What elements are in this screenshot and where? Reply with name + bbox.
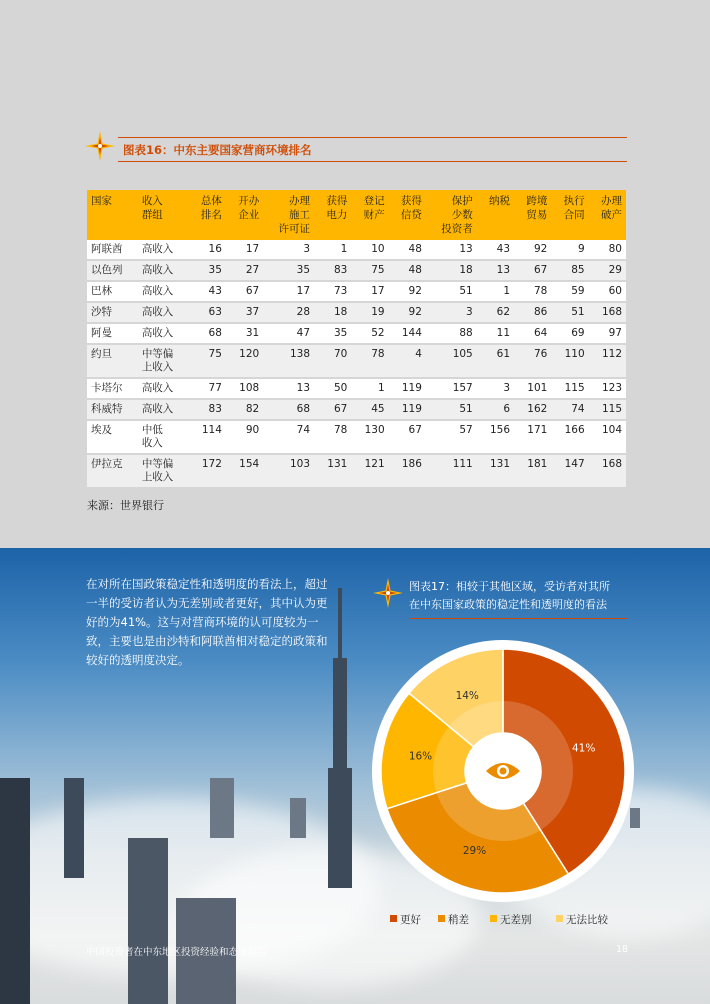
income-line: 中等偏 (141, 458, 174, 470)
rank-cell: 108 (226, 378, 263, 399)
source-note: 来源：世界银行 (87, 499, 164, 512)
rank-cell: 13 (263, 378, 314, 399)
rank-cell: 83 (314, 260, 351, 281)
country-cell: 科威特 (87, 399, 138, 420)
country-cell: 埃及 (87, 420, 138, 454)
rank-cell: 92 (389, 281, 426, 302)
column-header-line: 群组 (141, 209, 163, 221)
pie-data-label: 41% (571, 742, 596, 755)
income-line: 上收入 (141, 361, 174, 373)
rank-cell: 63 (189, 302, 226, 323)
income-cell (138, 420, 189, 454)
rank-cell: 119 (389, 378, 426, 399)
rank-cell: 18 (426, 260, 477, 281)
rank-cell: 6 (477, 399, 514, 420)
country-cell: 阿曼 (87, 323, 138, 344)
rank-cell: 168 (589, 454, 626, 488)
income-cell (138, 240, 189, 260)
rank-cell: 28 (263, 302, 314, 323)
rank-cell: 90 (226, 420, 263, 454)
footer-text: 中国投资者在中东地区投资经验和态度报告 (86, 947, 267, 958)
rank-cell: 4 (389, 344, 426, 378)
country-cell: 沙特 (87, 302, 138, 323)
rank-cell: 76 (514, 344, 551, 378)
table-row (87, 378, 626, 399)
column-header (189, 190, 226, 240)
rank-cell: 168 (589, 302, 626, 323)
legend-item (556, 912, 608, 927)
column-header-line: 合同 (563, 209, 585, 221)
rank-cell: 9 (551, 240, 588, 260)
column-header-line: 获得 (400, 195, 422, 207)
rank-cell: 19 (351, 302, 388, 323)
column-header (351, 190, 388, 240)
rank-cell: 166 (551, 420, 588, 454)
figure17-header (373, 574, 628, 620)
rank-cell: 67 (226, 281, 263, 302)
legend-swatch (390, 915, 397, 922)
table-row (87, 260, 626, 281)
rank-cell: 68 (189, 323, 226, 344)
rank-cell: 111 (426, 454, 477, 488)
column-header-line: 许可证 (278, 223, 311, 235)
rank-cell: 43 (189, 281, 226, 302)
rank-cell: 48 (389, 260, 426, 281)
table-body (87, 240, 626, 488)
income-cell (138, 323, 189, 344)
rank-cell: 119 (389, 399, 426, 420)
income-line: 高收入 (141, 403, 174, 415)
column-header-line: 纳税 (489, 195, 511, 207)
pie-data-label: 16% (408, 750, 433, 763)
legend-swatch (556, 915, 563, 922)
tower (210, 778, 234, 838)
tower (328, 768, 352, 888)
rank-cell: 13 (477, 260, 514, 281)
rank-cell: 11 (477, 323, 514, 344)
income-line: 高收入 (141, 327, 174, 339)
figure17-title-line1: 图表17：相较于其他区域，受访者对其所 (409, 580, 610, 593)
column-header-line: 收入 (141, 195, 163, 207)
header-rule-top (118, 137, 627, 138)
column-header (314, 190, 351, 240)
rank-cell: 67 (389, 420, 426, 454)
column-header-line: 排名 (200, 209, 222, 221)
column-header-line: 少数 (451, 209, 473, 221)
rank-cell: 78 (314, 420, 351, 454)
rank-cell: 75 (351, 260, 388, 281)
rank-cell: 131 (477, 454, 514, 488)
tower (290, 798, 306, 838)
rank-cell: 35 (314, 323, 351, 344)
figure16-header (85, 128, 627, 164)
column-header-line: 国家 (91, 195, 112, 207)
rank-cell: 112 (589, 344, 626, 378)
pie-data-label: 14% (455, 689, 479, 702)
legend-label: 无法比较 (566, 914, 608, 926)
table-header-row (87, 190, 626, 240)
table-row (87, 240, 626, 260)
tower (0, 778, 30, 1004)
column-header-line: 办理 (601, 195, 622, 207)
rank-cell: 47 (263, 323, 314, 344)
rank-cell: 83 (189, 399, 226, 420)
rank-cell: 101 (514, 378, 551, 399)
income-line: 收入 (141, 437, 163, 449)
rank-cell: 35 (263, 260, 314, 281)
column-header (389, 190, 426, 240)
rank-cell: 51 (426, 399, 477, 420)
column-header-line: 办理 (289, 195, 311, 207)
rank-cell: 156 (477, 420, 514, 454)
rank-cell: 62 (477, 302, 514, 323)
rank-cell: 68 (263, 399, 314, 420)
figure17-rule (409, 618, 628, 619)
income-cell (138, 454, 189, 488)
country-cell: 伊拉克 (87, 454, 138, 488)
rank-cell: 86 (514, 302, 551, 323)
rank-cell: 92 (514, 240, 551, 260)
header-rule-bottom (118, 161, 627, 162)
rank-cell: 48 (389, 240, 426, 260)
column-header-line: 保护 (451, 195, 473, 207)
rank-cell: 16 (189, 240, 226, 260)
rank-cell: 171 (514, 420, 551, 454)
rank-cell: 162 (514, 399, 551, 420)
rank-cell: 51 (551, 302, 588, 323)
table-row (87, 344, 626, 378)
rank-cell: 123 (589, 378, 626, 399)
column-header-line: 企业 (238, 209, 260, 221)
column-header (226, 190, 263, 240)
rank-cell: 69 (551, 323, 588, 344)
rank-cell: 29 (589, 260, 626, 281)
column-header-line: 投资者 (441, 223, 473, 235)
rank-cell: 43 (477, 240, 514, 260)
rank-cell: 45 (351, 399, 388, 420)
rank-cell: 51 (426, 281, 477, 302)
table-row (87, 399, 626, 420)
rank-cell: 121 (351, 454, 388, 488)
rank-cell: 157 (426, 378, 477, 399)
rank-cell: 115 (551, 378, 588, 399)
income-line: 高收入 (141, 382, 174, 394)
rank-cell: 3 (477, 378, 514, 399)
income-cell (138, 399, 189, 420)
column-header (551, 190, 588, 240)
rank-cell: 104 (589, 420, 626, 454)
rank-cell: 80 (589, 240, 626, 260)
rank-cell: 154 (226, 454, 263, 488)
column-header-line: 总体 (200, 195, 222, 207)
tower-spire (338, 588, 342, 668)
column-header (589, 190, 626, 240)
rank-cell: 172 (189, 454, 226, 488)
income-line: 高收入 (141, 306, 174, 318)
tower (128, 838, 168, 1004)
rank-cell: 85 (551, 260, 588, 281)
country-cell: 以色列 (87, 260, 138, 281)
rank-cell: 130 (351, 420, 388, 454)
rank-cell: 17 (226, 240, 263, 260)
pie-data-label: 29% (462, 845, 487, 858)
column-header (514, 190, 551, 240)
rank-cell: 186 (389, 454, 426, 488)
rank-cell: 74 (263, 420, 314, 454)
body-paragraph: 在对所在国政策稳定性和透明度的看法上，超过一半的受访者认为无差别或者更好，其中认为更好的为41%。这与对营商环境的认可度较为一致，主要也是由沙特和阿联酋相对稳定的政策和较好的透明度决定。 (86, 577, 328, 667)
rank-cell: 75 (189, 344, 226, 378)
rank-cell: 73 (314, 281, 351, 302)
country-cell: 阿联酋 (87, 240, 138, 260)
column-header-line: 登记 (363, 195, 385, 207)
rank-cell: 110 (551, 344, 588, 378)
rank-cell: 114 (189, 420, 226, 454)
rank-cell: 35 (189, 260, 226, 281)
income-cell (138, 260, 189, 281)
rank-cell: 13 (426, 240, 477, 260)
rank-cell: 74 (551, 399, 588, 420)
income-line: 中等偏 (141, 348, 174, 360)
column-header-line: 施工 (289, 209, 311, 221)
figure16-title: 图表16：中东主要国家营商环境排名 (123, 143, 312, 157)
rank-cell: 120 (226, 344, 263, 378)
star-logo-icon (373, 578, 403, 608)
income-cell (138, 302, 189, 323)
rank-cell: 138 (263, 344, 314, 378)
table-row (87, 323, 626, 344)
rank-cell: 10 (351, 240, 388, 260)
rank-cell: 67 (314, 399, 351, 420)
column-header-line: 贸易 (526, 209, 548, 221)
rank-cell: 60 (589, 281, 626, 302)
rank-cell: 1 (477, 281, 514, 302)
income-line: 上收入 (141, 471, 174, 483)
pie-chart-container (372, 640, 634, 902)
column-header-line: 信贷 (400, 209, 422, 221)
rank-cell: 57 (426, 420, 477, 454)
table-row (87, 281, 626, 302)
rank-cell: 3 (426, 302, 477, 323)
legend-item (490, 912, 532, 927)
rank-cell: 115 (589, 399, 626, 420)
rank-cell: 64 (514, 323, 551, 344)
income-line: 高收入 (141, 285, 174, 297)
table-row (87, 420, 626, 454)
rank-cell: 59 (551, 281, 588, 302)
country-cell: 巴林 (87, 281, 138, 302)
rank-cell: 17 (351, 281, 388, 302)
column-header (426, 190, 477, 240)
legend-swatch (438, 915, 445, 922)
rank-cell: 103 (263, 454, 314, 488)
rank-cell: 37 (226, 302, 263, 323)
legend-item (438, 912, 469, 927)
column-header (477, 190, 514, 240)
income-cell (138, 378, 189, 399)
column-header-line: 财产 (363, 209, 385, 221)
rank-cell: 17 (263, 281, 314, 302)
rank-cell: 70 (314, 344, 351, 378)
country-cell: 约旦 (87, 344, 138, 378)
rank-cell: 1 (351, 378, 388, 399)
rank-cell: 77 (189, 378, 226, 399)
tower (64, 778, 84, 878)
rank-cell: 147 (551, 454, 588, 488)
column-header (138, 190, 189, 240)
rank-cell: 18 (314, 302, 351, 323)
column-header-line: 跨境 (526, 195, 548, 207)
pie-chart (372, 640, 634, 902)
page-number: 18 (616, 944, 629, 955)
legend-label: 更好 (400, 914, 421, 926)
income-line: 高收入 (141, 243, 174, 255)
income-cell (138, 281, 189, 302)
column-header-line: 破产 (601, 209, 622, 221)
column-header-line: 开办 (238, 195, 260, 207)
legend-item (390, 912, 421, 927)
rank-cell: 52 (351, 323, 388, 344)
legend-label: 稍差 (448, 914, 469, 926)
figure17-title-line2: 在中东国家政策的稳定性和透明度的看法 (409, 598, 607, 611)
table-row (87, 302, 626, 323)
rank-cell: 3 (263, 240, 314, 260)
column-header-line: 执行 (563, 195, 585, 207)
rank-cell: 97 (589, 323, 626, 344)
country-cell: 卡塔尔 (87, 378, 138, 399)
rank-cell: 1 (314, 240, 351, 260)
rank-cell: 50 (314, 378, 351, 399)
rank-cell: 82 (226, 399, 263, 420)
legend-swatch (490, 915, 497, 922)
income-line: 高收入 (141, 264, 174, 276)
rank-cell: 131 (314, 454, 351, 488)
column-header (263, 190, 314, 240)
rank-cell: 105 (426, 344, 477, 378)
rank-cell: 88 (426, 323, 477, 344)
column-header-line: 电力 (326, 209, 348, 221)
rank-cell: 92 (389, 302, 426, 323)
column-header (87, 190, 138, 240)
rank-cell: 78 (514, 281, 551, 302)
table-row (87, 454, 626, 488)
rank-cell: 27 (226, 260, 263, 281)
ranking-table (87, 190, 626, 489)
rank-cell: 67 (514, 260, 551, 281)
star-logo-icon (85, 131, 115, 161)
rank-cell: 31 (226, 323, 263, 344)
rank-cell: 144 (389, 323, 426, 344)
rank-cell: 78 (351, 344, 388, 378)
income-line: 中低 (141, 424, 163, 436)
rank-cell: 61 (477, 344, 514, 378)
column-header-line: 获得 (326, 195, 348, 207)
income-cell (138, 344, 189, 378)
legend-label: 无差别 (500, 914, 532, 926)
rank-cell: 181 (514, 454, 551, 488)
